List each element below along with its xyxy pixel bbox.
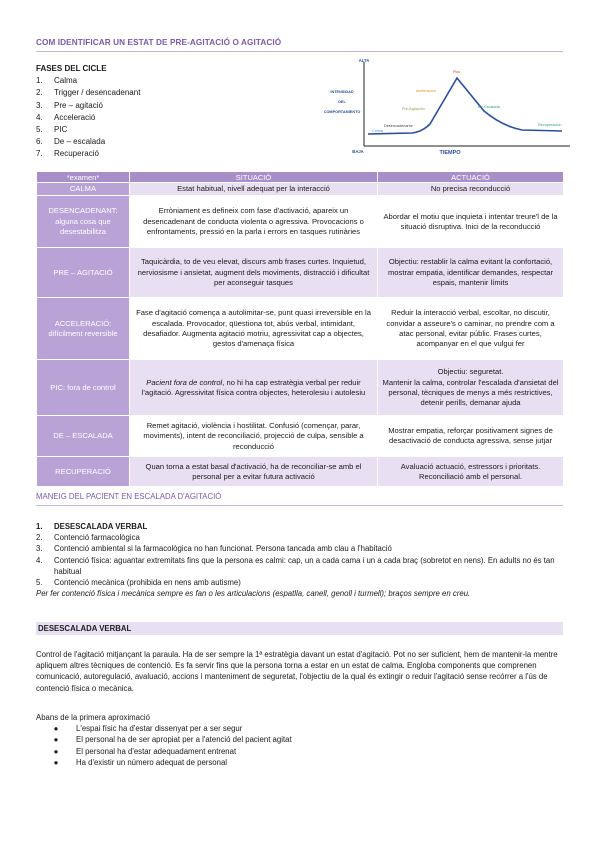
graph-y-label-line: INTENSIDAD <box>330 90 354 94</box>
graph-y-bottom-label: BAJA <box>352 149 364 154</box>
cycle-phases-list <box>36 75 140 160</box>
actuacio-cell: Reduir la interacció verbal, escoltar, no discutir, convidar a asseure's o caminar, no prendre com a atac personal, evitar públic. Frases curtes, acompanyar en el que vulgui fer <box>378 298 564 360</box>
management-item: 2. Contenció farmacològica <box>36 533 140 543</box>
bullet-item: ● El personal ha d'estar adequadament entrenat <box>36 746 563 757</box>
situacio-cell: Remet agitació, violència i hostilitat. Confusió (començar, parar, moviments), intent de reconciliació, projecció de culpa, sensible a reconducció <box>130 416 378 457</box>
table-header-cell: SITUACIÓ <box>130 172 378 183</box>
section-heading-verbal: DESESCALADA VERBAL <box>36 622 563 635</box>
phase-item: 5. PIC <box>36 125 68 135</box>
phase-item: 6. De – escalada <box>36 137 106 147</box>
section-heading-identify: COM IDENTIFICAR UN ESTAT DE PRE-AGITACIÓ O AGITACIÓ <box>36 38 563 52</box>
situacio-cell: Estat habitual, nivell adequat per la interacció <box>130 183 378 196</box>
table-row <box>37 360 564 416</box>
row-label: ACCELERACIÓ: difícilment reversible <box>37 298 130 360</box>
graph-stage-label: De-Escalada <box>478 105 500 109</box>
management-note: Per fer contenció física i mecànica sempre es fan o les articulacions (espatlla, canell, genoll i turmell); braços sempre en creu. <box>36 589 471 599</box>
table-row <box>37 183 564 196</box>
management-list <box>36 521 563 599</box>
row-label: RECUPERACIÓ <box>37 457 130 487</box>
situacio-cell: Fase d'agitació comença a autolimitar-se, punt quasi irreversible en la escalada. Provocador, qüestiona tot, abús verbal, intimidant, desafiador. Augmenta agitació motriu, agressivitat cap a objectes, gestos d'amenaça física <box>130 298 378 360</box>
phase-item: 4. Acceleració <box>36 112 96 122</box>
actuacio-cell <box>378 360 564 416</box>
management-item: 1. DESESCALADA VERBAL <box>36 522 148 531</box>
graph-stage-label: Pre-Agitación <box>402 107 425 111</box>
table-row <box>37 416 564 457</box>
row-label: PIC: fora de control <box>37 360 130 416</box>
bullet-item: ● El personal ha de ser apropiat per a l'atenció del pacient agitat <box>36 734 563 745</box>
graph-stage-label: Pico <box>453 70 461 74</box>
situacio-cell: Taquicàrdia, to de veu elevat, discurs amb frases curtes. Inquietud, nerviosisme i ansietat, augment dels moviments, distracció i dificultat per aconseguir tasques <box>130 248 378 298</box>
graph-stage-label: Aceleración <box>416 89 436 93</box>
actuacio-cell: No precisa reconducció <box>378 183 564 196</box>
graph-y-top-label: ALTA <box>358 58 370 63</box>
phase-item: 7. Recuperació <box>36 149 99 159</box>
table-row <box>37 457 564 487</box>
actuacio-line: Mantenir la calma, controlar l'escalada d'ansietat del personal, tècniques de menys a més restrictives, detenir perills, demanar ajuda <box>382 377 559 408</box>
situacio-cell: Quan torna a estat basal d'activació, ha de reconciliar-se amb el personal per a evitar futura activació <box>130 457 378 487</box>
graph-stage-label: Calma <box>372 129 383 133</box>
bullet-item: ● L'espai físic ha d'estar dissenyat per a ser segur <box>36 723 563 734</box>
section-heading-management: MANEIG DEL PACIENT EN ESCALADA D'AGITACIÓ <box>36 492 563 506</box>
graph-stage-label: Recuperación <box>538 123 562 127</box>
row-label: CALMA <box>37 183 130 196</box>
row-label: DE – ESCALADA <box>37 416 130 457</box>
table-header-row <box>37 172 564 183</box>
actuacio-cell: Abordar el motiu que inquieta i intentar treure'l de la situació disruptiva. Inici de la reconducció <box>378 196 564 248</box>
before-approach <box>36 712 563 768</box>
table-header-cell: ACTUACIÓ <box>378 172 564 183</box>
phases-table <box>36 171 564 487</box>
before-title: Abans de la primera aproximació <box>36 713 150 722</box>
phase-item: 1. Calma <box>36 76 78 86</box>
situacio-cell <box>130 360 378 416</box>
actuacio-cell: Avaluació actuació, estressors i prioritats. Reconciliació amb el personal. <box>378 457 564 487</box>
bullet-dot-icon: ● <box>53 757 59 767</box>
phase-item: 2. Trigger / desencadenant <box>36 88 141 98</box>
bullet-dot-icon: ● <box>53 746 59 756</box>
bullet-item: ● Ha d'existir un número adequat de personal <box>36 757 563 768</box>
actuacio-line: Objectiu: seguretat. <box>437 367 504 377</box>
row-label: PRE – AGITACIÓ <box>37 248 130 298</box>
graph-x-label: TIEMPO <box>439 150 461 156</box>
situacio-cell: Erròniament es defineix com fase d'activació, apareix un desencadenant de conducta violenta o agressiva. Provocacions o enfrontaments, pressió en la parla i errors en tasques rutinàries <box>130 196 378 248</box>
situacio-italic: Pacient fora de control <box>146 377 223 387</box>
bullet-dot-icon: ● <box>53 735 59 745</box>
bullet-dot-icon: ● <box>53 724 59 734</box>
graph-y-label-line: DEL <box>338 100 346 104</box>
agitation-cycle-graph <box>312 56 574 164</box>
graph-stage-label: Desencadenante <box>384 124 413 128</box>
graph-y-label-line: COMPORTAMIENTO <box>323 110 361 114</box>
situacio-text: , no hi ha cap estratègia verbal per reduir l'agitació. Agressivitat física contra objectes, heterolesiu i autolesiu <box>141 377 366 397</box>
verbal-paragraph: Control de l'agitació mitjançant la paraula. Ha de ser sempre la 1ª estratègia davant un estat d'agitació. Pot no ser suficient, hem de mantenir-la mentre apliquem altres tècniques de contenció. Es fa servir fins que la persona torna a estar en un estat de calma. Engloba components que comprenen comunicació, autoregulació, avaluació, accions i manteniment de seguretat, l'objectiu de la qual és extingir o reduir l'agitació sense recórrer a l'ús de contenció física o mecànica. <box>36 650 558 693</box>
cycle-phases-title: FASES DEL CICLE <box>36 64 107 73</box>
management-item: 4. Contenció física: aguantar extremitats fins que la persona es calmi: cap, un a cada cama i un a cada braç (sobretot en nens). En adults no és tan habitual <box>36 555 555 576</box>
table-row <box>37 196 564 248</box>
table-row <box>37 298 564 360</box>
management-item: 3. Contenció ambiental si la farmacològica no han funcionat. Persona tancada amb clau a l'habitació <box>36 544 392 554</box>
cycle-phases <box>36 63 140 161</box>
management-item: 5. Contenció mecànica (prohibida en nens amb autisme) <box>36 578 241 588</box>
table-header-cell: *examen* <box>37 172 130 183</box>
table-row <box>37 248 564 298</box>
row-label: DESENCADENANT: alguna cosa que desestabilitza <box>37 196 130 248</box>
phase-item: 3. Pre – agitació <box>36 100 103 110</box>
actuacio-cell: Mostrar empatia, reforçar positivament signes de desactivació de conducta agressiva, sense jutjar <box>378 416 564 457</box>
actuacio-cell: Objectiu: restablir la calma evitant la confortació, mostrar empatia, identificar demandes, respectar espais, mantenir límits <box>378 248 564 298</box>
